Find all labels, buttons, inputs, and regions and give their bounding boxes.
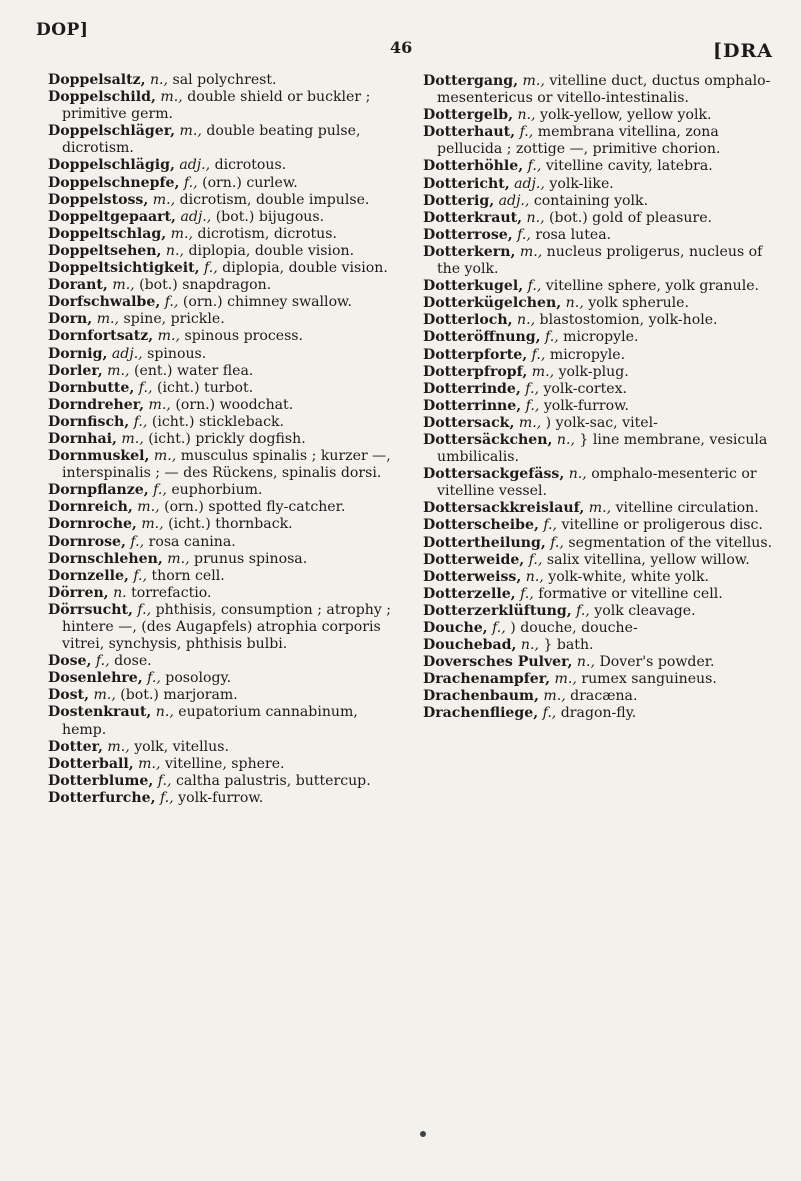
entry-grammar: adj., [180,208,212,225]
entry-headword: Dottertheilung, [423,534,546,551]
dictionary-entry [423,654,778,671]
entry-grammar: f., [517,226,531,243]
entry-grammar: f., [138,379,153,396]
entry-definition: yolk-like. [549,175,614,192]
entry-definition: (icht.) thornback. [168,516,293,533]
entry-grammar: n., [165,242,184,259]
entry-headword: Dornreich, [48,499,133,516]
entry-grammar: f., [183,174,198,191]
dictionary-entry [48,414,403,431]
dictionary-entry [48,209,403,226]
entry-grammar: m., [157,328,180,345]
entry-headword: Douchebad, [423,637,517,654]
entry-grammar: f., [519,124,534,141]
dictionary-entry [423,466,778,500]
entry-headword: Dornig, [48,345,108,362]
left-guide-word: DOP] [36,20,89,40]
entry-definition: formative or vitelline cell. [538,585,723,602]
right-guide-word: [DRA [713,40,773,62]
dictionary-entry [48,773,403,790]
dictionary-entry [423,278,778,295]
entry-headword: Dotterloch, [423,312,513,329]
entry-grammar: adj., [514,175,545,192]
dictionary-entry [48,499,403,516]
entry-grammar: m., [531,363,555,380]
dictionary-entry [48,397,403,414]
entry-headword: Doppelschläger, [48,123,176,140]
entry-definition: (bot.) bijugous. [215,208,325,225]
entry-headword: Dostenkraut, [48,704,152,721]
entry-definition: membrana vitellina, zona pellucida ; zottige —, primitive chorion. [437,124,721,158]
entry-definition: yolk, vitellus. [134,738,229,755]
dictionary-entry [423,312,778,329]
entry-definition: vitelline duct, ductus omphalo-mesentericus or vitello-intestinalis. [437,73,771,107]
entry-definition: prunus spinosa. [194,550,308,567]
entry-definition: containing yolk. [533,192,649,209]
entry-headword: Dornpflanze, [48,482,149,499]
page-header [0,0,801,60]
entry-grammar: f., [130,533,145,550]
entry-definition: vitelline or proligerous disc. [561,517,763,534]
entry-headword: Doppelschnepfe, [48,174,180,191]
dictionary-entry [423,347,778,364]
dictionary-entry [48,516,403,533]
entry-definition: micropyle. [549,346,626,363]
dictionary-entry [48,260,403,277]
left-column [48,72,403,807]
entry-headword: Dornrose, [48,533,126,550]
entry-grammar: m., [148,396,171,413]
dictionary-entry [423,124,778,158]
dictionary-entry [48,585,403,602]
entry-grammar: f., [95,653,110,670]
entry-headword: Dotterhaut, [423,124,516,141]
entry-grammar: f., [525,397,540,414]
entry-definition: (ent.) water flea. [133,362,254,379]
entry-definition: torrefactio. [131,584,212,601]
dictionary-entry [48,568,403,585]
entry-headword: Doppeltschlag, [48,225,167,242]
entry-headword: Dotterhöhle, [423,158,524,175]
entry-definition: thorn cell. [151,567,225,584]
entry-definition: yolk-furrow. [543,397,629,414]
dictionary-entry [423,586,778,603]
entry-definition: spinous. [147,345,207,362]
entry-grammar: n. [113,584,127,601]
entry-headword: Drachenbaum, [423,688,539,705]
entry-grammar: f., [576,602,590,619]
entry-grammar: f., [543,517,558,534]
entry-grammar: n., [525,568,544,585]
entry-grammar: n., [568,466,587,483]
entry-headword: Doppeltgepaart, [48,208,176,225]
page-number: 46 [390,38,413,57]
entry-grammar: m., [112,277,135,294]
dictionary-entry [48,226,403,243]
dictionary-entry [423,227,778,244]
dictionary-entry [48,534,403,551]
entry-definition: sal polychrest. [172,72,277,88]
dictionary-entry [423,107,778,124]
entry-grammar: f., [527,158,542,175]
dictionary-entry [423,432,778,466]
entry-grammar: m., [121,430,144,447]
dictionary-entry [423,705,778,722]
entry-headword: Dotterfurche, [48,789,156,806]
entry-headword: Dost, [48,687,89,704]
entry-grammar: m., [518,414,542,431]
entry-grammar: f., [531,346,546,363]
entry-definition: eupatorium cannabinum, hemp. [62,704,358,738]
entry-headword: Dörrsucht, [48,601,133,618]
entry-definition: (icht.) turbot. [156,379,254,396]
entry-grammar: n., [149,72,169,88]
dictionary-entry [48,653,403,670]
entry-definition: (icht.) prickly dogfish. [148,430,306,447]
dictionary-entry [423,176,778,193]
dictionary-entry [423,552,778,569]
entry-grammar: m., [543,688,566,705]
dictionary-entry [48,89,403,123]
dictionary-entry [423,517,778,534]
dictionary-entry [48,431,403,448]
dictionary-entry [423,193,778,210]
dictionary-entry [48,192,403,209]
dictionary-entry [423,603,778,620]
entry-headword: Dornschlehen, [48,550,163,567]
right-column [423,73,778,723]
entry-definition: double shield or buckler ; primitive germ. [62,89,371,123]
entry-grammar: f., [527,278,542,295]
entry-headword: Dorndreher, [48,396,145,413]
entry-definition: dracæna. [570,688,638,705]
dictionary-entry [423,244,778,278]
entry-definition: vitelline cavity, latebra. [545,158,713,175]
entry-definition: caltha palustris, buttercup. [175,772,371,789]
entry-headword: Dotterzelle, [423,585,516,602]
entry-definition: (orn.) chimney swallow. [182,294,352,311]
dictionary-entry [423,295,778,312]
dictionary-entry [423,688,778,705]
entry-headword: Dotterblume, [48,772,154,789]
entry-grammar: n., [517,312,536,329]
entry-grammar: f., [204,260,218,277]
dictionary-entry [48,277,403,294]
entry-grammar: m., [167,550,190,567]
dictionary-entry [423,73,778,107]
entry-headword: Dotterrinde, [423,380,521,397]
entry-grammar: m., [179,123,202,140]
entry-grammar: m., [522,73,545,89]
entry-headword: Dornfortsatz, [48,328,154,345]
entry-headword: Dornbutte, [48,379,135,396]
entry-headword: Doppelsaltz, [48,72,146,88]
entry-definition: ) douche, douche- [510,620,638,636]
entry-definition: (bot.) marjoram. [120,687,238,704]
entry-definition: rumex sanguineus. [581,671,717,688]
entry-grammar: adj., [179,157,211,174]
entry-definition: musculus spinalis ; kurzer —, interspinalis ; — des Rückens, spinalis dorsi. [62,448,391,482]
entry-headword: Dotterpfropf, [423,363,528,380]
entry-definition: yolk-furrow. [178,789,264,806]
entry-headword: Dotterzerklüftung, [423,602,572,619]
entry-headword: Dorler, [48,362,103,379]
dictionary-entry [48,243,403,260]
entry-headword: Dose, [48,653,92,670]
dictionary-entry [48,756,403,773]
entry-grammar: adj., [111,345,143,362]
entry-headword: Dotterkern, [423,243,516,260]
entry-definition: vitelline sphere, yolk granule. [545,278,760,295]
dictionary-entry [48,551,403,568]
entry-definition: (icht.) stickleback. [151,413,284,430]
entry-definition: (bot.) snapdragon. [139,277,272,294]
entry-headword: Dorn, [48,311,93,328]
entry-definition: yolk cleavage. [594,602,696,619]
entry-definition: dicrotism, double impulse. [179,191,370,208]
entry-headword: Doppeltsichtigkeit, [48,260,200,277]
entry-grammar: f., [550,534,564,551]
dictionary-entry [423,569,778,586]
dictionary-entry [48,363,403,380]
entry-definition: posology. [165,670,232,687]
entry-headword: Dornmuskel, [48,448,150,465]
dictionary-entry [423,637,778,654]
entry-headword: Douche, [423,620,488,636]
dictionary-entry [423,535,778,552]
entry-grammar: m., [554,671,577,688]
entry-grammar: m., [152,191,176,208]
entry-headword: Doppeltsehen, [48,242,162,259]
entry-headword: Dottersackgefäss, [423,466,565,483]
entry-definition: dicrotous. [214,157,287,174]
entry-definition: micropyle. [563,329,639,346]
dictionary-entry [48,294,403,311]
entry-grammar: f., [542,705,557,722]
entry-headword: Dotterball, [48,755,134,772]
entry-grammar: m., [153,448,177,465]
entry-definition: yolk-plug. [558,363,629,380]
entry-headword: Dotterweide, [423,551,525,568]
entry-headword: Dörren, [48,584,109,601]
entry-definition: } bath. [543,637,594,654]
dictionary-entry [423,158,778,175]
entry-definition: euphorbium. [171,482,263,499]
entry-definition: salix vitellina, yellow willow. [546,551,750,568]
dictionary-entry [48,670,403,687]
dictionary-entry [48,311,403,328]
entry-grammar: f., [525,380,539,397]
entry-definition: vitelline, sphere. [164,755,285,772]
entry-definition: yolk-white, white yolk. [548,568,710,585]
entry-definition: dicrotism, dicrotus. [197,225,337,242]
entry-definition: dose. [114,653,152,670]
entry-headword: Dotterpforte, [423,346,528,363]
entry-grammar: f., [545,329,559,346]
entry-grammar: m., [588,500,612,517]
entry-headword: Doppelschild, [48,89,156,106]
entry-grammar: f., [164,294,179,311]
entry-headword: Dotteröffnung, [423,329,541,346]
entry-grammar: f., [528,551,543,568]
entry-headword: Doversches Pulver, [423,654,573,671]
entry-grammar: n., [526,209,545,226]
entry-grammar: m., [138,755,161,772]
dictionary-entry [48,175,403,192]
entry-headword: Dorfschwalbe, [48,294,161,311]
entry-definition: dragon-fly. [560,705,637,722]
entry-headword: Dornhai, [48,430,117,447]
entry-definition: Dover's powder. [599,654,715,671]
entry-grammar: f., [492,620,506,636]
entry-headword: Dotterkraut, [423,209,523,226]
dictionary-entry [423,620,778,637]
entry-definition: nucleus proligerus, nucleus of the yolk. [437,243,763,278]
dictionary-entry [48,328,403,345]
entry-definition: rosa canina. [148,533,236,550]
entry-headword: Dottergelb, [423,107,513,124]
entry-definition: spinous process. [184,328,304,345]
page-mark [420,1131,426,1137]
entry-definition: diplopia, double vision. [188,242,355,259]
dictionary-entry [48,704,403,738]
dictionary-entry [48,739,403,756]
dictionary-entry [48,790,403,807]
entry-headword: Dotterrose, [423,226,513,243]
entry-definition: ) yolk-sac, vitel- [545,414,658,431]
entry-definition: diplopia, double vision. [222,260,388,277]
entry-grammar: n., [517,107,536,124]
entry-headword: Dotterkugel, [423,278,524,295]
entry-definition: yolk spherule. [588,295,689,312]
entry-definition: (bot.) gold of pleasure. [549,209,713,226]
dictionary-entry [423,500,778,517]
entry-headword: Dotterig, [423,192,495,209]
entry-headword: Dottericht, [423,175,510,192]
dictionary-entry [423,210,778,227]
dictionary-entry [423,398,778,415]
entry-grammar: n., [155,704,174,721]
entry-grammar: f., [520,585,534,602]
entry-grammar: f., [133,413,148,430]
entry-grammar: f., [159,789,174,806]
dictionary-entry [48,346,403,363]
entry-grammar: f., [133,567,148,584]
entry-headword: Drachenampfer, [423,671,551,688]
entry-headword: Doppelschlägig, [48,157,175,174]
entry-definition: rosa lutea. [535,226,612,243]
entry-definition: phthisis, consumption ; atrophy ; hintere —, (des Augapfels) atrophia corporis vitrei, synchysis, phthisis bulbi. [62,601,392,653]
entry-headword: Dornfisch, [48,413,130,430]
entry-headword: Drachenfliege, [423,705,539,722]
entry-grammar: f., [153,482,167,499]
entry-grammar: m., [107,738,130,755]
entry-headword: Doppelstoss, [48,191,149,208]
dictionary-entry [48,380,403,397]
entry-grammar: m., [519,243,543,260]
entry-definition: (orn.) woodchat. [175,396,294,413]
entry-headword: Dotterweiss, [423,568,522,585]
entry-headword: Dotterkügelchen, [423,295,562,312]
entry-grammar: m., [137,499,160,516]
entry-headword: Dottersackkreislauf, [423,500,585,517]
dictionary-entry [423,671,778,688]
entry-headword: Dotter, [48,738,103,755]
dictionary-entry [48,602,403,653]
entry-definition: double beating pulse, dicrotism. [62,123,361,157]
entry-grammar: f., [147,670,161,687]
entry-headword: Dottersack, [423,414,515,431]
entry-grammar: n., [565,295,584,312]
entry-headword: Dornroche, [48,516,137,533]
dictionary-entry [423,329,778,346]
dictionary-entry [48,157,403,174]
entry-headword: Dotterscheibe, [423,517,539,534]
entry-definition: segmentation of the vitellus. [568,534,773,551]
entry-grammar: n., [520,637,539,654]
entry-grammar: n., [556,431,575,448]
entry-headword: Dottergang, [423,73,519,89]
entry-definition: yolk-cortex. [543,380,628,397]
entry-headword: Dornzelle, [48,567,129,584]
entry-headword: Dotterrinne, [423,397,522,414]
entry-grammar: m., [170,225,193,242]
entry-grammar: m., [141,516,164,533]
entry-grammar: m., [160,89,183,106]
entry-headword: Dottersäckchen, [423,431,553,448]
entry-grammar: n., [576,654,595,671]
dictionary-entry [48,123,403,157]
entry-definition: spine, prickle. [123,311,225,328]
entry-grammar: m., [96,311,120,328]
entry-grammar: m., [93,687,116,704]
entry-definition: (orn.) spotted fly-catcher. [164,499,346,516]
entry-headword: Dorant, [48,277,108,294]
dictionary-entry [423,364,778,381]
entry-definition: omphalo-mesenteric or vitelline vessel. [437,466,757,500]
dictionary-entry [48,72,403,89]
dictionary-entry [423,381,778,398]
entry-definition: } line membrane, vesicula umbilicalis. [437,431,768,466]
entry-grammar: f., [157,772,172,789]
entry-definition: vitelline circulation. [615,500,759,517]
dictionary-entry [48,448,403,482]
dictionary-entry [423,415,778,432]
entry-grammar: adj., [498,192,530,209]
entry-definition: (orn.) curlew. [202,174,298,191]
entry-headword: Dosenlehre, [48,670,143,687]
entry-definition: blastostomion, yolk-hole. [539,312,718,329]
entry-definition: yolk-yellow, yellow yolk. [540,107,712,124]
entry-grammar: f., [137,601,152,618]
dictionary-entry [48,482,403,499]
entry-grammar: m., [107,362,130,379]
dictionary-entry [48,687,403,704]
